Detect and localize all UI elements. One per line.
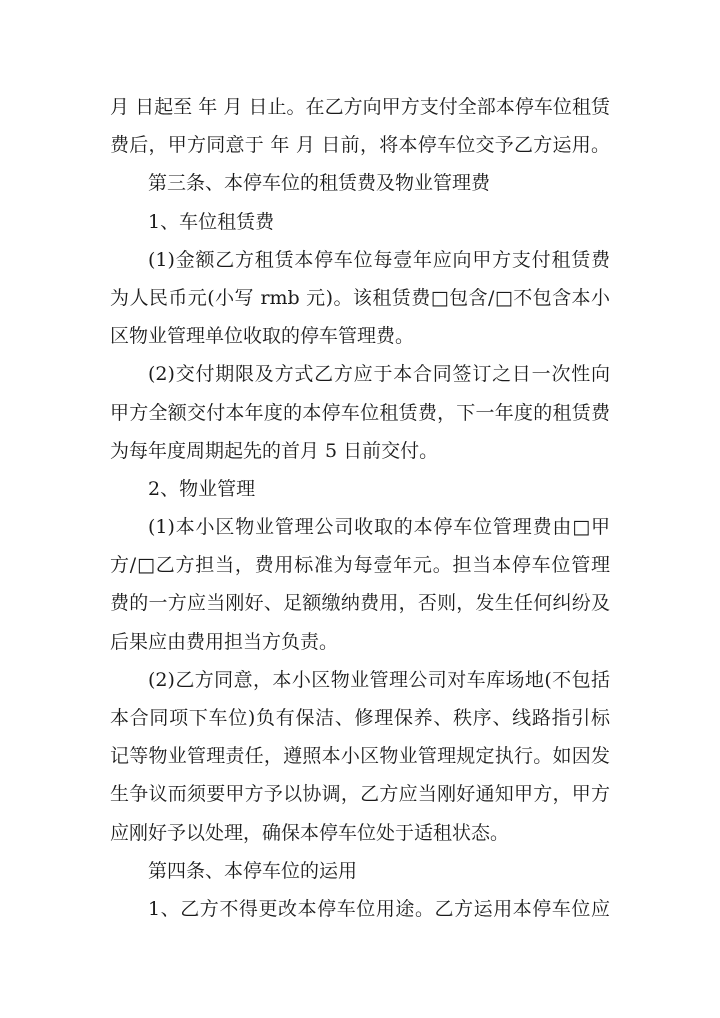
text-line: 本合同项下车位)负有保洁、修理保养、秩序、线路指引标: [110, 707, 610, 729]
text-line: 费的一方应当刚好、足额缴纳费用，否则，发生任何纠纷及: [110, 592, 610, 615]
text-line: 为人民币元(小写 rmb 元)。该租赁费□包含/□不包含本小: [110, 286, 610, 309]
text-line: 月 日起至 年 月 日止。在乙方向甲方支付全部本停车位租赁: [110, 96, 610, 118]
text-line: 记等物业管理责任，遵照本小区物业管理规定执行。如因发: [110, 745, 610, 768]
text-line: 第三条、本停车位的租赁费及物业管理费: [148, 172, 491, 195]
text-line: (1)金额乙方租赁本停车位每壹年应向甲方支付租赁费: [148, 248, 610, 271]
contract-text: [110, 88, 610, 928]
text-line: 1、乙方不得更改本停车位用途。乙方运用本停车位应: [148, 897, 610, 920]
text-line: 方/□乙方担当，费用标准为每壹年元。担当本停车位管理: [110, 554, 610, 577]
text-line: (1)本小区物业管理公司收取的本停车位管理费由□甲: [148, 516, 610, 539]
text-line: 应刚好予以处理，确保本停车位处于适租状态。: [110, 821, 510, 844]
text-line: 1、车位租赁费: [148, 210, 275, 233]
text-line: 后果应由费用担当方负责。: [110, 630, 339, 653]
text-line: 为每年度周期起先的首月 5 日前交付。: [110, 439, 439, 462]
text-line: 甲方全额交付本年度的本停车位租赁费，下一年度的租赁费: [110, 401, 610, 424]
text-line: 费后，甲方同意于 年 月 日前，将本停车位交予乙方运用。: [110, 134, 610, 157]
text-line: (2)交付期限及方式乙方应于本合同签订之日一次性向: [148, 363, 610, 386]
text-line: 区物业管理单位收取的停车管理费。: [110, 325, 415, 348]
text-line: 2、物业管理: [148, 477, 256, 500]
text-line: 第四条、本停车位的运用: [148, 859, 358, 882]
text-line: (2)乙方同意，本小区物业管理公司对车库场地(不包括: [148, 668, 610, 691]
text-line: 生争议而须要甲方予以协调，乙方应当刚好通知甲方，甲方: [110, 783, 610, 806]
